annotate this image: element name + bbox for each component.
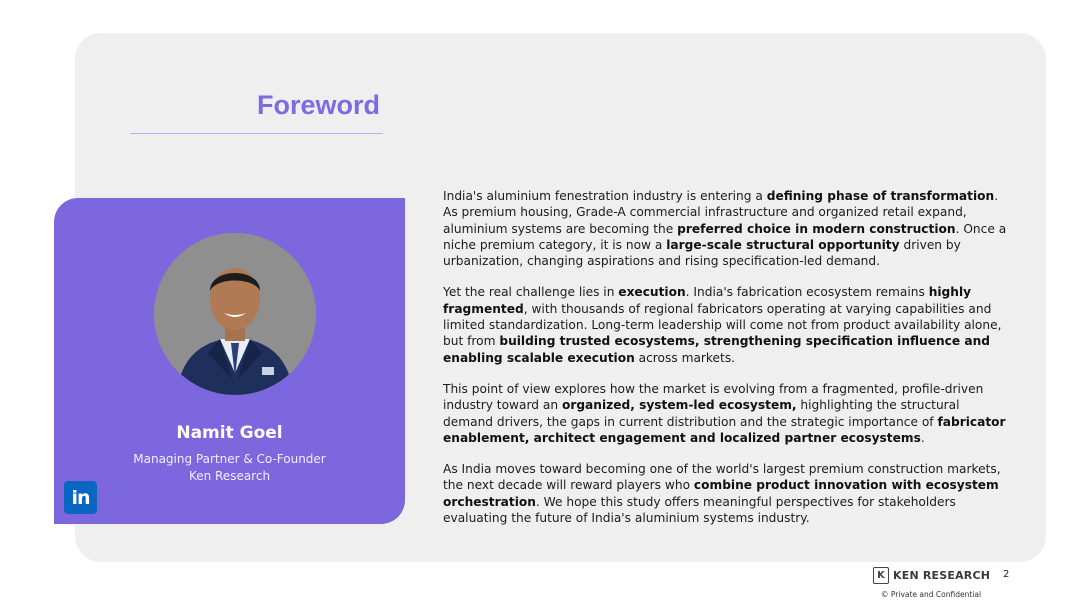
bold-phrase: fabricator enablement, architect engagement and localized partner ecosystems (443, 414, 1006, 445)
ken-research-logo-text: KEN RESEARCH (893, 568, 991, 582)
bold-phrase: highly fragmented (443, 285, 972, 316)
bold-phrase: large-scale structural opportunity (666, 237, 900, 252)
foreword-paragraph (443, 188, 1013, 269)
profile-photo (154, 233, 316, 395)
foreword-paragraph (443, 284, 1013, 365)
profile-role: Managing Partner & Co-Founder (133, 452, 326, 466)
profile-name: Namit Goel (176, 423, 283, 443)
text-run: , with thousands of regional fabricators operating at varying capabilities and limited standardization. Long-term leadership will come not from product availability alone, but from (443, 301, 1002, 349)
bold-phrase: execution (618, 285, 686, 300)
ken-research-logo (873, 566, 990, 584)
foreword-body (443, 188, 1013, 541)
foreword-paragraph (443, 381, 1013, 446)
text-run: As India moves toward becoming one of the world's largest premium construction markets, the next decade will reward players who (443, 462, 1001, 493)
bold-phrase: combine product innovation with ecosystem orchestration (443, 478, 999, 509)
linkedin-icon[interactable] (64, 481, 97, 514)
foreword-paragraph (443, 461, 1013, 526)
text-run: . As premium housing, Grade-A commercial infrastructure and organized retail expand, aluminium systems are becoming the (443, 189, 999, 236)
bold-phrase: preferred choice in modern construction (677, 221, 956, 236)
confidential-note: © Private and Confidential (881, 590, 982, 599)
text-run: . We hope this study offers meaningful perspectives for stakeholders evaluating the future of India's aluminium systems industry. (443, 494, 956, 526)
text-run: . India's fabrication ecosystem remains (685, 285, 929, 300)
text-run: highlighting the structural demand drivers, the gaps in current distribution and the strategic importance of (443, 398, 960, 429)
profile-company: Ken Research (188, 469, 271, 483)
text-run: driven by urbanization, changing aspirations and rising specification-led demand. (443, 237, 961, 269)
text-run: Yet the real challenge lies in (443, 285, 619, 300)
bold-phrase: defining phase of transformation (766, 189, 995, 203)
page-number: 2 (1003, 569, 1010, 580)
bold-phrase: organized, system-led ecosystem, (561, 398, 797, 413)
ken-research-logo-mark: K (873, 567, 889, 584)
page-title: Foreword (256, 90, 380, 120)
text-run: . (920, 430, 925, 445)
text-run: . Once a niche premium category, it is now a (443, 221, 1007, 252)
linkedin-icon-label: in (71, 486, 90, 509)
title-underline (130, 133, 383, 134)
bold-phrase: building trusted ecosystems, strengthening specification influence and enabling scalable execution (443, 334, 991, 365)
text-run: across markets. (634, 350, 736, 365)
text-run: India's aluminium fenestration industry is entering a (443, 189, 767, 203)
text-run: This point of view explores how the market is evolving from a fragmented, profile-driven industry toward an (443, 381, 984, 413)
